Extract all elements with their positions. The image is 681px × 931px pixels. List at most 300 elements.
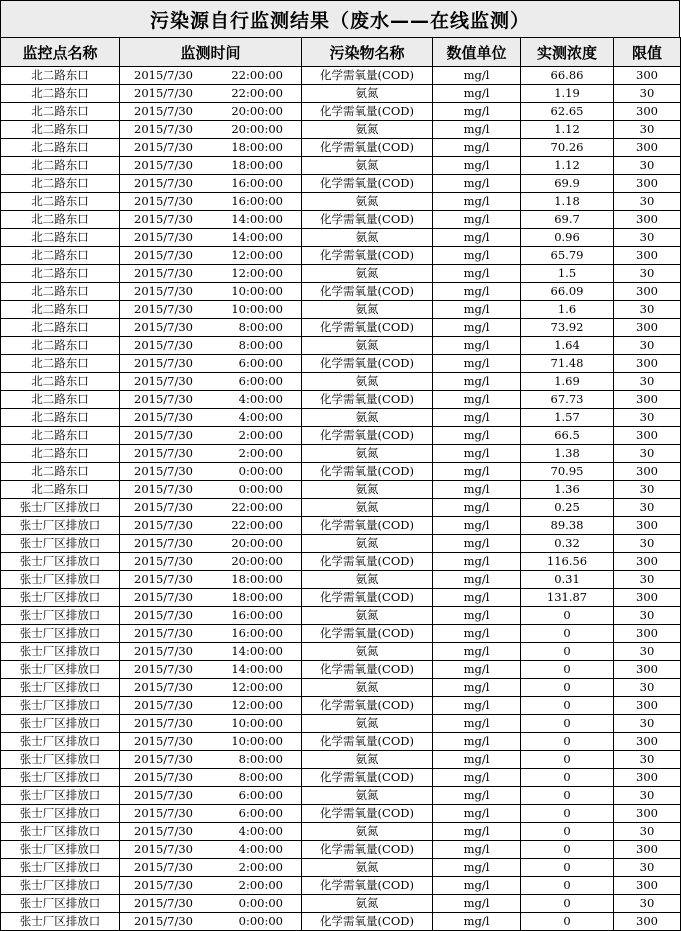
- cell-pollutant: 化学需氧量(COD): [302, 769, 433, 787]
- cell-site: 北二路东口: [1, 175, 120, 193]
- cell-unit: mg/l: [433, 445, 521, 463]
- cell-value: 0: [521, 895, 614, 913]
- cell-unit: mg/l: [433, 841, 521, 859]
- cell-unit: mg/l: [433, 517, 521, 535]
- cell-site: 张士厂区排放口: [1, 553, 120, 571]
- time-split: [120, 139, 301, 156]
- cell-time: [120, 859, 302, 877]
- table-row: [1, 733, 681, 751]
- cell-unit: mg/l: [433, 661, 521, 679]
- cell-time: [120, 283, 302, 301]
- cell-unit: mg/l: [433, 247, 521, 265]
- cell-value: 131.87: [521, 589, 614, 607]
- cell-site: 张士厂区排放口: [1, 913, 120, 931]
- cell-site: 北二路东口: [1, 373, 120, 391]
- time-split: [120, 877, 301, 894]
- cell-pollutant: 氨氮: [302, 193, 433, 211]
- cell-date: 2015/7/30: [134, 752, 193, 766]
- cell-value: 73.92: [521, 319, 614, 337]
- cell-limit: 300: [614, 175, 681, 193]
- cell-date: 2015/7/30: [134, 176, 193, 190]
- cell-site: 张士厂区排放口: [1, 589, 120, 607]
- cell-limit: 300: [614, 139, 681, 157]
- cell-value: 0: [521, 769, 614, 787]
- cell-value: 1.5: [521, 265, 614, 283]
- cell-value: 0.25: [521, 499, 614, 517]
- cell-value: 0: [521, 913, 614, 931]
- cell-value: 1.18: [521, 193, 614, 211]
- cell-date: 2015/7/30: [134, 86, 193, 100]
- cell-unit: mg/l: [433, 409, 521, 427]
- cell-unit: mg/l: [433, 67, 521, 85]
- cell-value: 66.86: [521, 67, 614, 85]
- time-split: [120, 841, 301, 858]
- time-split: [120, 373, 301, 390]
- cell-unit: mg/l: [433, 535, 521, 553]
- cell-site: 张士厂区排放口: [1, 499, 120, 517]
- cell-limit: 30: [614, 409, 681, 427]
- cell-clock-time: 2:00:00: [238, 860, 283, 874]
- cell-time: [120, 427, 302, 445]
- cell-date: 2015/7/30: [134, 788, 193, 802]
- cell-clock-time: 22:00:00: [231, 518, 283, 532]
- time-split: [120, 553, 301, 570]
- cell-clock-time: 18:00:00: [231, 158, 283, 172]
- cell-pollutant: 化学需氧量(COD): [302, 841, 433, 859]
- cell-clock-time: 14:00:00: [231, 212, 283, 226]
- cell-date: 2015/7/30: [134, 554, 193, 568]
- cell-pollutant: 化学需氧量(COD): [302, 139, 433, 157]
- cell-limit: 30: [614, 193, 681, 211]
- table-row: [1, 607, 681, 625]
- cell-limit: 30: [614, 607, 681, 625]
- cell-site: 北二路东口: [1, 481, 120, 499]
- cell-site: 张士厂区排放口: [1, 733, 120, 751]
- cell-site: 北二路东口: [1, 85, 120, 103]
- cell-site: 北二路东口: [1, 121, 120, 139]
- cell-site: 北二路东口: [1, 301, 120, 319]
- cell-clock-time: 16:00:00: [231, 626, 283, 640]
- cell-time: [120, 661, 302, 679]
- cell-clock-time: 22:00:00: [231, 86, 283, 100]
- cell-time: [120, 697, 302, 715]
- cell-date: 2015/7/30: [134, 104, 193, 118]
- time-split: [120, 211, 301, 228]
- cell-time: [120, 607, 302, 625]
- cell-date: 2015/7/30: [134, 248, 193, 262]
- time-split: [120, 895, 301, 912]
- cell-date: 2015/7/30: [134, 230, 193, 244]
- time-split: [120, 121, 301, 138]
- cell-time: [120, 589, 302, 607]
- cell-date: 2015/7/30: [134, 428, 193, 442]
- cell-value: 0: [521, 607, 614, 625]
- cell-clock-time: 16:00:00: [231, 194, 283, 208]
- time-split: [120, 607, 301, 624]
- cell-clock-time: 12:00:00: [231, 698, 283, 712]
- cell-site: 北二路东口: [1, 265, 120, 283]
- cell-limit: 30: [614, 895, 681, 913]
- cell-site: 张士厂区排放口: [1, 841, 120, 859]
- cell-clock-time: 10:00:00: [231, 284, 283, 298]
- time-split: [120, 769, 301, 786]
- cell-clock-time: 10:00:00: [231, 716, 283, 730]
- cell-unit: mg/l: [433, 589, 521, 607]
- cell-clock-time: 8:00:00: [238, 752, 283, 766]
- cell-limit: 30: [614, 859, 681, 877]
- cell-date: 2015/7/30: [134, 590, 193, 604]
- cell-unit: mg/l: [433, 211, 521, 229]
- cell-limit: 30: [614, 373, 681, 391]
- time-split: [120, 247, 301, 264]
- cell-pollutant: 氨氮: [302, 607, 433, 625]
- cell-value: 0: [521, 823, 614, 841]
- cell-site: 张士厂区排放口: [1, 823, 120, 841]
- cell-limit: 300: [614, 247, 681, 265]
- time-split: [120, 157, 301, 174]
- cell-clock-time: 8:00:00: [238, 320, 283, 334]
- cell-date: 2015/7/30: [134, 608, 193, 622]
- table-row: [1, 85, 681, 103]
- cell-clock-time: 18:00:00: [231, 590, 283, 604]
- cell-pollutant: 氨氮: [302, 157, 433, 175]
- cell-time: [120, 481, 302, 499]
- table-row: [1, 139, 681, 157]
- cell-date: 2015/7/30: [134, 824, 193, 838]
- table-row: [1, 121, 681, 139]
- cell-date: 2015/7/30: [134, 536, 193, 550]
- time-split: [120, 805, 301, 822]
- cell-unit: mg/l: [433, 715, 521, 733]
- cell-value: 0: [521, 751, 614, 769]
- time-split: [120, 103, 301, 120]
- cell-clock-time: 8:00:00: [238, 770, 283, 784]
- cell-pollutant: 氨氮: [302, 679, 433, 697]
- table-row: [1, 787, 681, 805]
- cell-limit: 300: [614, 283, 681, 301]
- cell-value: 1.57: [521, 409, 614, 427]
- cell-limit: 30: [614, 157, 681, 175]
- cell-date: 2015/7/30: [134, 716, 193, 730]
- cell-time: [120, 913, 302, 931]
- cell-time: [120, 463, 302, 481]
- cell-date: 2015/7/30: [134, 194, 193, 208]
- table-row: [1, 499, 681, 517]
- table-row: [1, 409, 681, 427]
- table-row: [1, 553, 681, 571]
- table-row: [1, 319, 681, 337]
- cell-date: 2015/7/30: [134, 158, 193, 172]
- cell-limit: 300: [614, 661, 681, 679]
- time-split: [120, 751, 301, 768]
- cell-unit: mg/l: [433, 175, 521, 193]
- cell-pollutant: 化学需氧量(COD): [302, 319, 433, 337]
- cell-limit: 300: [614, 553, 681, 571]
- table-row: [1, 229, 681, 247]
- cell-clock-time: 6:00:00: [238, 806, 283, 820]
- cell-limit: 30: [614, 265, 681, 283]
- cell-clock-time: 12:00:00: [231, 266, 283, 280]
- table-row: [1, 283, 681, 301]
- table-row: [1, 715, 681, 733]
- cell-value: 0.31: [521, 571, 614, 589]
- cell-date: 2015/7/30: [134, 464, 193, 478]
- cell-unit: mg/l: [433, 373, 521, 391]
- cell-unit: mg/l: [433, 733, 521, 751]
- cell-limit: 300: [614, 211, 681, 229]
- cell-date: 2015/7/30: [134, 518, 193, 532]
- table-body: [1, 67, 681, 931]
- cell-unit: mg/l: [433, 139, 521, 157]
- cell-time: [120, 85, 302, 103]
- time-split: [120, 409, 301, 426]
- cell-date: 2015/7/30: [134, 122, 193, 136]
- table-row: [1, 517, 681, 535]
- cell-pollutant: 氨氮: [302, 409, 433, 427]
- cell-date: 2015/7/30: [134, 878, 193, 892]
- cell-value: 0: [521, 841, 614, 859]
- table-row: [1, 895, 681, 913]
- cell-site: 张士厂区排放口: [1, 535, 120, 553]
- cell-pollutant: 氨氮: [302, 481, 433, 499]
- cell-site: 北二路东口: [1, 139, 120, 157]
- table-row: [1, 355, 681, 373]
- time-split: [120, 301, 301, 318]
- cell-value: 1.69: [521, 373, 614, 391]
- cell-value: 0: [521, 661, 614, 679]
- cell-site: 张士厂区排放口: [1, 715, 120, 733]
- cell-clock-time: 0:00:00: [238, 896, 283, 910]
- table-row: [1, 625, 681, 643]
- cell-unit: mg/l: [433, 463, 521, 481]
- cell-unit: mg/l: [433, 301, 521, 319]
- table-row: [1, 373, 681, 391]
- cell-clock-time: 6:00:00: [238, 374, 283, 388]
- cell-clock-time: 0:00:00: [238, 464, 283, 478]
- cell-clock-time: 14:00:00: [231, 644, 283, 658]
- cell-date: 2015/7/30: [134, 284, 193, 298]
- cell-time: [120, 373, 302, 391]
- cell-pollutant: 氨氮: [302, 265, 433, 283]
- cell-date: 2015/7/30: [134, 806, 193, 820]
- cell-unit: mg/l: [433, 553, 521, 571]
- table-row: [1, 571, 681, 589]
- cell-site: 北二路东口: [1, 409, 120, 427]
- time-split: [120, 445, 301, 462]
- cell-pollutant: 氨氮: [302, 751, 433, 769]
- cell-date: 2015/7/30: [134, 770, 193, 784]
- cell-time: [120, 265, 302, 283]
- time-split: [120, 175, 301, 192]
- cell-date: 2015/7/30: [134, 734, 193, 748]
- table-row: [1, 679, 681, 697]
- cell-limit: 30: [614, 481, 681, 499]
- cell-time: [120, 877, 302, 895]
- cell-site: 张士厂区排放口: [1, 895, 120, 913]
- cell-clock-time: 18:00:00: [231, 572, 283, 586]
- cell-clock-time: 14:00:00: [231, 230, 283, 244]
- cell-limit: 300: [614, 877, 681, 895]
- cell-date: 2015/7/30: [134, 356, 193, 370]
- cell-pollutant: 氨氮: [302, 715, 433, 733]
- cell-date: 2015/7/30: [134, 860, 193, 874]
- time-split: [120, 319, 301, 336]
- time-split: [120, 589, 301, 606]
- cell-clock-time: 16:00:00: [231, 176, 283, 190]
- cell-site: 张士厂区排放口: [1, 517, 120, 535]
- cell-clock-time: 22:00:00: [231, 500, 283, 514]
- cell-clock-time: 20:00:00: [231, 104, 283, 118]
- cell-unit: mg/l: [433, 769, 521, 787]
- cell-site: 张士厂区排放口: [1, 751, 120, 769]
- cell-clock-time: 4:00:00: [238, 392, 283, 406]
- table-row: [1, 913, 681, 931]
- cell-site: 北二路东口: [1, 355, 120, 373]
- cell-value: 89.38: [521, 517, 614, 535]
- table-row: [1, 67, 681, 85]
- table-row: [1, 265, 681, 283]
- cell-value: 67.73: [521, 391, 614, 409]
- cell-pollutant: 氨氮: [302, 787, 433, 805]
- header-value: 实测浓度: [521, 38, 614, 67]
- cell-limit: 300: [614, 463, 681, 481]
- time-split: [120, 571, 301, 588]
- cell-site: 北二路东口: [1, 337, 120, 355]
- cell-time: [120, 787, 302, 805]
- cell-date: 2015/7/30: [134, 680, 193, 694]
- cell-limit: 300: [614, 733, 681, 751]
- cell-site: 北二路东口: [1, 67, 120, 85]
- cell-unit: mg/l: [433, 265, 521, 283]
- table-row: [1, 877, 681, 895]
- cell-unit: mg/l: [433, 319, 521, 337]
- cell-limit: 300: [614, 589, 681, 607]
- cell-clock-time: 22:00:00: [231, 68, 283, 82]
- cell-time: [120, 211, 302, 229]
- cell-time: [120, 391, 302, 409]
- cell-unit: mg/l: [433, 571, 521, 589]
- cell-unit: mg/l: [433, 625, 521, 643]
- cell-value: 1.12: [521, 157, 614, 175]
- table-row: [1, 643, 681, 661]
- cell-pollutant: 化学需氧量(COD): [302, 661, 433, 679]
- cell-time: [120, 535, 302, 553]
- cell-unit: mg/l: [433, 877, 521, 895]
- cell-clock-time: 4:00:00: [238, 410, 283, 424]
- cell-limit: 30: [614, 337, 681, 355]
- cell-time: [120, 247, 302, 265]
- table-row: [1, 337, 681, 355]
- cell-clock-time: 8:00:00: [238, 338, 283, 352]
- cell-site: 北二路东口: [1, 211, 120, 229]
- table-row: [1, 589, 681, 607]
- cell-time: [120, 517, 302, 535]
- cell-site: 张士厂区排放口: [1, 661, 120, 679]
- cell-date: 2015/7/30: [134, 626, 193, 640]
- cell-value: 0.96: [521, 229, 614, 247]
- cell-date: 2015/7/30: [134, 914, 193, 928]
- header-time: 监测时间: [120, 38, 302, 67]
- cell-time: [120, 805, 302, 823]
- cell-unit: mg/l: [433, 679, 521, 697]
- cell-pollutant: 化学需氧量(COD): [302, 733, 433, 751]
- cell-site: 张士厂区排放口: [1, 769, 120, 787]
- cell-time: [120, 229, 302, 247]
- cell-clock-time: 10:00:00: [231, 302, 283, 316]
- cell-unit: mg/l: [433, 283, 521, 301]
- cell-date: 2015/7/30: [134, 482, 193, 496]
- table-row: [1, 535, 681, 553]
- cell-value: 0: [521, 625, 614, 643]
- cell-unit: mg/l: [433, 355, 521, 373]
- cell-time: [120, 103, 302, 121]
- time-split: [120, 355, 301, 372]
- cell-unit: mg/l: [433, 913, 521, 931]
- table-row: [1, 841, 681, 859]
- cell-time: [120, 625, 302, 643]
- cell-time: [120, 319, 302, 337]
- cell-clock-time: 12:00:00: [231, 680, 283, 694]
- cell-clock-time: 0:00:00: [238, 482, 283, 496]
- cell-clock-time: 16:00:00: [231, 608, 283, 622]
- cell-site: 北二路东口: [1, 283, 120, 301]
- cell-pollutant: 氨氮: [302, 571, 433, 589]
- cell-pollutant: 化学需氧量(COD): [302, 697, 433, 715]
- cell-time: [120, 175, 302, 193]
- cell-pollutant: 化学需氧量(COD): [302, 625, 433, 643]
- cell-date: 2015/7/30: [134, 338, 193, 352]
- cell-date: 2015/7/30: [134, 392, 193, 406]
- cell-unit: mg/l: [433, 193, 521, 211]
- cell-limit: 30: [614, 445, 681, 463]
- cell-unit: mg/l: [433, 391, 521, 409]
- cell-date: 2015/7/30: [134, 140, 193, 154]
- cell-date: 2015/7/30: [134, 698, 193, 712]
- cell-date: 2015/7/30: [134, 302, 193, 316]
- cell-time: [120, 67, 302, 85]
- cell-unit: mg/l: [433, 499, 521, 517]
- table-row: [1, 157, 681, 175]
- cell-time: [120, 679, 302, 697]
- cell-limit: 300: [614, 625, 681, 643]
- cell-clock-time: 2:00:00: [238, 428, 283, 442]
- cell-clock-time: 6:00:00: [238, 356, 283, 370]
- cell-limit: 30: [614, 787, 681, 805]
- cell-date: 2015/7/30: [134, 572, 193, 586]
- cell-limit: 30: [614, 535, 681, 553]
- cell-pollutant: 化学需氧量(COD): [302, 103, 433, 121]
- cell-site: 北二路东口: [1, 193, 120, 211]
- table-row: [1, 661, 681, 679]
- cell-time: [120, 355, 302, 373]
- cell-limit: 300: [614, 769, 681, 787]
- cell-value: 1.6: [521, 301, 614, 319]
- time-split: [120, 715, 301, 732]
- cell-pollutant: 氨氮: [302, 859, 433, 877]
- cell-pollutant: 化学需氧量(COD): [302, 211, 433, 229]
- cell-site: 张士厂区排放口: [1, 697, 120, 715]
- cell-limit: 30: [614, 679, 681, 697]
- cell-time: [120, 769, 302, 787]
- time-split: [120, 913, 301, 930]
- cell-limit: 300: [614, 913, 681, 931]
- cell-site: 北二路东口: [1, 319, 120, 337]
- time-split: [120, 859, 301, 876]
- time-split: [120, 625, 301, 642]
- time-split: [120, 193, 301, 210]
- cell-pollutant: 氨氮: [302, 85, 433, 103]
- cell-unit: mg/l: [433, 337, 521, 355]
